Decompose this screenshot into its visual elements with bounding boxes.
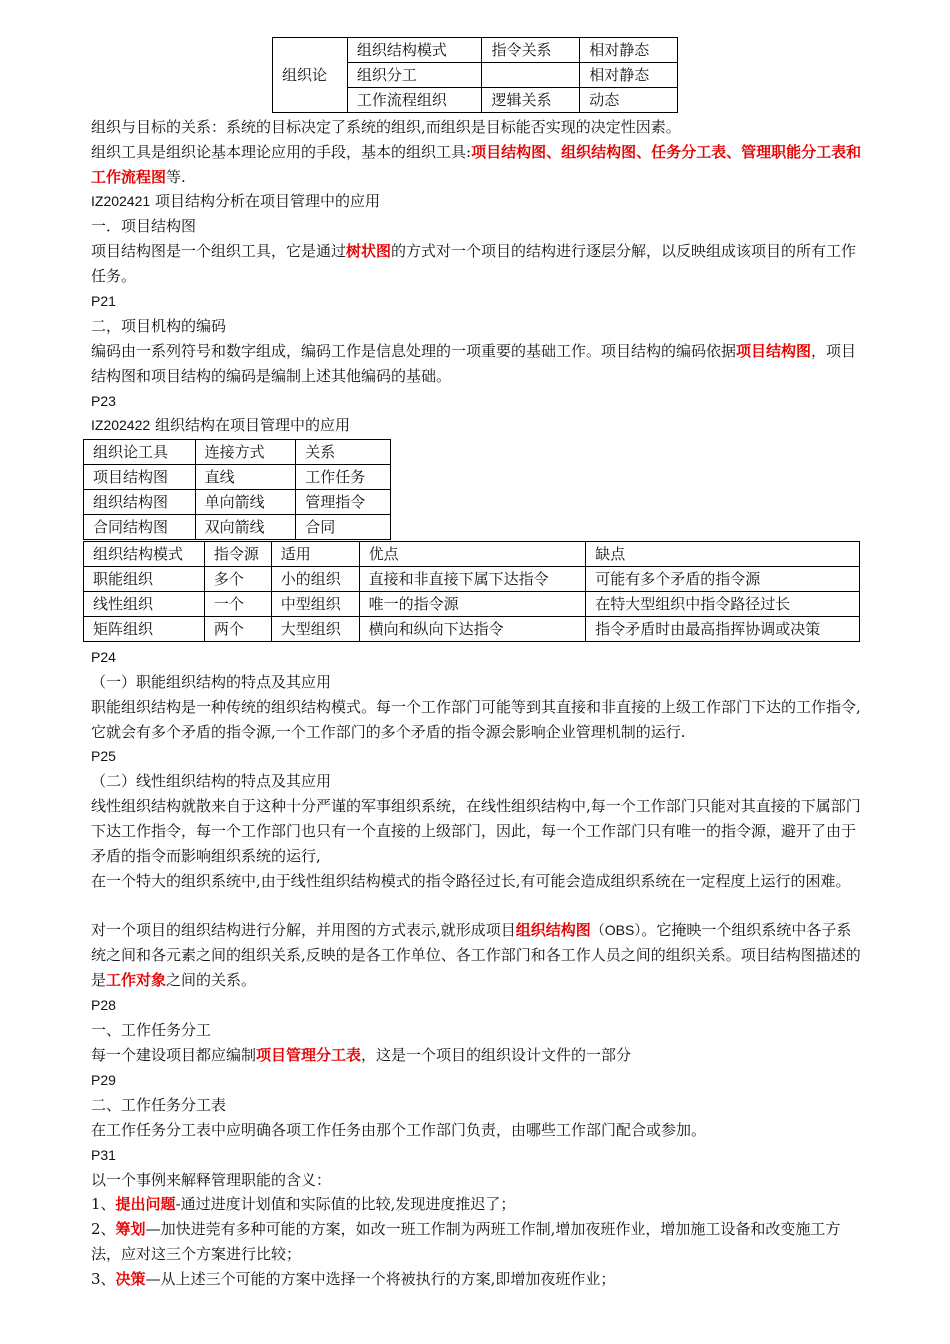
table-cell: 中型组织 [271,592,359,617]
org-theory-table [272,37,678,113]
section-heading: IZ202421 项目结构分析在项目管理中的应用 [91,192,380,210]
table-cell: 指令关系 [482,38,580,63]
page-ref: P23 [91,393,116,409]
highlight: 提出问题 [115,1195,176,1213]
table-cell: 直接和非直接下属下达指令 [359,567,586,592]
highlight: 筹划 [115,1220,146,1238]
table-cell: 矩阵组织 [84,617,205,642]
paragraph: 组织与目标的关系：系统的目标决定了系统的组织,而组织是目标能否实现的决定性因素。 [91,118,681,136]
table-row [84,440,391,465]
page-ref: P31 [91,1147,116,1163]
table-cell: 逻辑关系 [482,88,580,113]
highlight: 组织结构图 [515,921,591,939]
table-row [84,515,391,540]
section-heading: IZ202422 组织结构在项目管理中的应用 [91,416,350,434]
table-cell: 相对静态 [580,63,678,88]
table-cell: 管理指令 [296,490,391,515]
table-header-cell: 指令源 [204,542,271,567]
highlight: 项目结构图、组织结构图、任务分工表、管理职能分工表和工作流程图 [91,143,862,186]
paragraph: 在工作任务分工表中应明确各项工作任务由那个工作部门负责，由哪些工作部门配合或参加。 [91,1121,707,1139]
page-ref: P29 [91,1072,116,1088]
page-ref: P24 [91,649,116,665]
paragraph: 组织工具是组织论基本理论应用的手段，基本的组织工具:项目结构图、组织结构图、任务分工表、管理职能分工表和工作流程图等. [91,143,862,186]
table-row [84,465,391,490]
list-item: 1、提出问题-通过进度计划值和实际值的比较,发现进度推迟了； [91,1195,516,1213]
table-cell: 小的组织 [271,567,359,592]
table-cell: 合同结构图 [84,515,196,540]
table-cell: 工作流程组织 [347,88,482,113]
highlight: 决策 [115,1270,146,1288]
page-ref: P28 [91,997,116,1013]
tools-table [83,439,391,540]
paragraph: 在一个特大的组织系统中,由于线性组织结构模式的指令路径过长,有可能会造成组织系统在一定程度上运行的困难。 [91,872,851,890]
table-cell: 可能有多个矛盾的指令源 [586,567,860,592]
table-cell: 工作任务 [296,465,391,490]
section-heading: 二，项目机构的编码 [91,317,227,335]
paragraph: 以一个事例来解释管理职能的含义： [91,1171,332,1189]
table-cell: 唯一的指令源 [359,592,586,617]
section-heading: （一）职能组织结构的特点及其应用 [91,673,332,691]
table-cell: 在特大型组织中指令路径过长 [586,592,860,617]
table-header-cell: 适用 [271,542,359,567]
table-cell: 动态 [580,88,678,113]
section-heading: 一、工作任务分工 [91,1021,212,1039]
paragraph: 对一个项目的组织结构进行分解，并用图的方式表示,就形成项目组织结构图（OBS）。它掩映一个组织系统中各子系统之间和各元素之间的组织关系,反映的是各工作单位、各工作部门和各工作人员之间的组织关系。项目结构图描述的是工作对象之间的关系。 [91,921,861,989]
table-cell: 职能组织 [84,567,205,592]
table-cell: 多个 [204,567,271,592]
table-cell: 组织分工 [347,63,482,88]
list-item: 2、筹划—加快进莞有多种可能的方案，如改一班工作制为两班工作制,增加夜班作业，增加施工设备和改变施工方法，应对这三个方案进行比较； [91,1220,841,1263]
table-row [273,38,678,63]
table-header-cell: 组织论工具 [84,440,196,465]
table-header-cell: 关系 [296,440,391,465]
table-cell: 合同 [296,515,391,540]
table-header-cell: 缺点 [586,542,860,567]
table-cell: 组织结构模式 [347,38,482,63]
section-heading: （二）线性组织结构的特点及其应用 [91,772,332,790]
list-item: 3、决策—从上述三个可能的方案中选择一个将被执行的方案,即增加夜班作业； [91,1270,616,1288]
table-cell [482,63,580,88]
table-header-cell: 连接方式 [195,440,296,465]
table-cell: 直线 [195,465,296,490]
table-cell: 线性组织 [84,592,205,617]
table-header-cell: 优点 [359,542,586,567]
table-cell: 指令矛盾时由最高指挥协调或决策 [586,617,860,642]
table-cell: 项目结构图 [84,465,196,490]
table-cell: 组织论 [273,38,348,113]
table-row [84,542,860,567]
paragraph: 编码由一系列符号和数字组成，编码工作是信息处理的一项重要的基础工作。项目结构的编码依据项目结构图，项目结构图和项目结构的编码是编制上述其他编码的基础。 [91,342,857,385]
highlight: 项目结构图 [736,342,812,360]
section-heading: 一．项目结构图 [91,217,197,235]
page-ref: P21 [91,293,116,309]
table-cell: 两个 [204,617,271,642]
table-row [84,617,860,642]
highlight: 树状图 [346,242,392,260]
paragraph: 项目结构图是一个组织工具，它是通过树状图的方式对一个项目的结构进行逐层分解，以反映组成该项目的所有工作任务。 [91,242,857,285]
table-cell: 大型组织 [271,617,359,642]
table-cell: 单向箭线 [195,490,296,515]
org-modes-table [83,541,860,642]
table-header-cell: 组织结构模式 [84,542,205,567]
table-cell: 双向箭线 [195,515,296,540]
table-row [84,567,860,592]
table-row [84,592,860,617]
highlight: 项目管理分工表 [256,1046,362,1064]
table-cell: 一个 [204,592,271,617]
paragraph: 每一个建设项目都应编制项目管理分工表，这是一个项目的组织设计文件的一部分 [91,1046,632,1064]
paragraph: 职能组织结构是一种传统的组织结构模式。每一个工作部门可能等到其直接和非直接的上级工作部门下达的工作指令,它就会有多个矛盾的指令源,一个工作部门的多个矛盾的指令源会影响企业管理机制的运行. [91,698,861,741]
page-ref: P25 [91,748,116,764]
paragraph: 线性组织结构就散来自于这种十分严谨的军事组织系统，在线性组织结构中,每一个工作部门只能对其直接的下属部门下达工作指令，每一个工作部门也只有一个直接的上级部门，因此，每一个工作部门只有唯一的指令源，避开了由于矛盾的指令而影响组织系统的运行, [91,797,861,865]
highlight: 工作对象 [106,971,167,989]
table-cell: 组织结构图 [84,490,196,515]
section-heading: 二、工作任务分工表 [91,1096,227,1114]
table-cell: 相对静态 [580,38,678,63]
table-row [84,490,391,515]
table-cell: 横向和纵向下达指令 [359,617,586,642]
